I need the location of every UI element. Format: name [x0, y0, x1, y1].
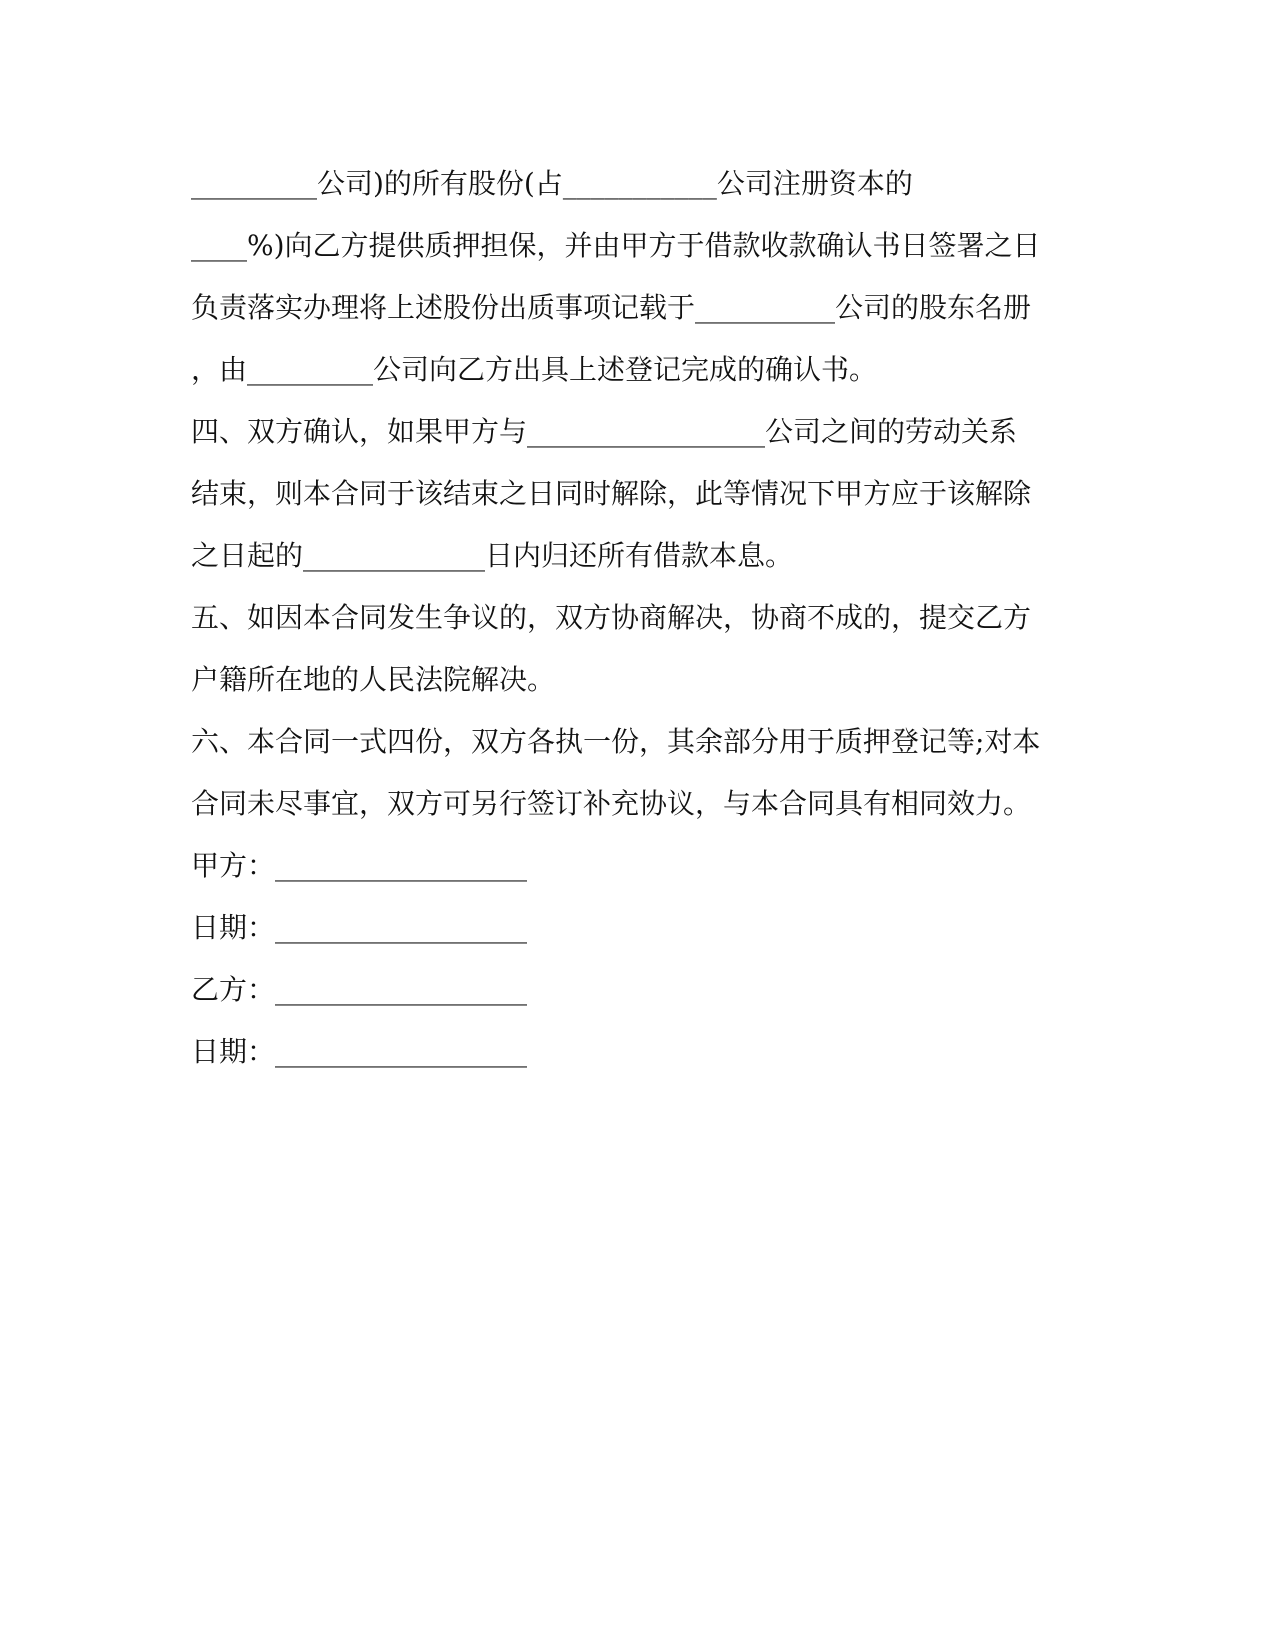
clause-five-line-1: 五、如因本合同发生争议的，双方协商解决，协商不成的，提交乙方: [191, 601, 1032, 634]
clause-four-line-2: 结束，则本合同于该结束之日同时解除，此等情况下甲方应于该解除: [191, 477, 1032, 510]
body-line-1: _________公司)的所有股份(占___________公司注册资本的: [191, 167, 913, 200]
clause-four-line-1: 四、双方确认，如果甲方与_________________公司之间的劳动关系: [191, 415, 1018, 448]
clause-five-line-2: 户籍所在地的人民法院解决。: [191, 663, 556, 696]
clause-four-line-3: 之日起的_____________日内归还所有借款本息。: [191, 539, 794, 572]
party-a-signature: 甲方：__________________: [191, 849, 528, 882]
body-line-2: ____%)向乙方提供质押担保，并由甲方于借款收款确认书日签署之日: [191, 229, 1041, 262]
clause-six-line-1: 六、本合同一式四份，双方各执一份，其余部分用于质押登记等;对本: [191, 725, 1041, 758]
body-line-4: ，由_________公司向乙方出具上述登记完成的确认书。: [191, 353, 878, 386]
party-b-date: 日期：__________________: [191, 1035, 528, 1068]
party-a-date: 日期：__________________: [191, 911, 528, 944]
body-line-3: 负责落实办理将上述股份出质事项记载于__________公司的股东名册: [191, 291, 1032, 324]
party-b-signature: 乙方：__________________: [191, 973, 528, 1006]
clause-six-line-2: 合同未尽事宜，双方可另行签订补充协议，与本合同具有相同效力。: [191, 787, 1032, 820]
